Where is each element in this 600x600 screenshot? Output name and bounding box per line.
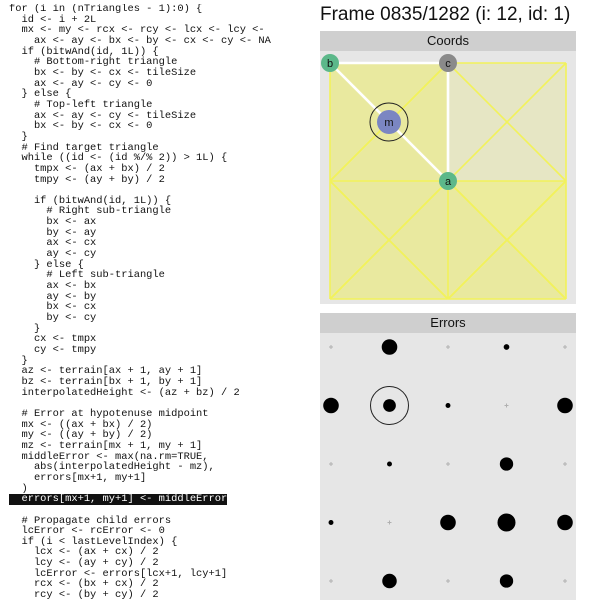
code-line-text: cx <- tmpx — [9, 333, 97, 346]
code-line-text: bx <- by <- cx <- tileSize — [9, 66, 197, 79]
error-dot — [383, 399, 396, 412]
code-line-text: abs(interpolatedHeight - mz), — [9, 461, 215, 474]
error-tick — [505, 404, 509, 408]
code-listing — [9, 4, 314, 600]
code-line-text: } — [9, 354, 28, 367]
code-line-text: # Top-left triangle — [9, 98, 153, 111]
code-line-text: } — [9, 322, 41, 335]
code-line-text: ax <- ay <- bx <- by <- cx <- cy <- NA — [9, 34, 271, 47]
error-tick — [446, 345, 450, 349]
code-line-text: id <- i + 2L — [9, 13, 97, 26]
error-tick — [446, 462, 450, 466]
code-line — [9, 313, 314, 324]
code-line-text: rcx <- (bx + cx) / 2 — [9, 578, 159, 591]
frame-title: Frame 0835/1282 (i: 12, id: 1) — [320, 4, 571, 25]
error-tick — [329, 462, 333, 466]
coords-plot — [320, 51, 576, 304]
error-dot — [500, 457, 513, 470]
error-dot — [440, 515, 456, 531]
error-dot — [382, 574, 397, 589]
point-label-a: a — [444, 176, 452, 188]
coords-panel-title: Coords — [320, 31, 576, 51]
error-tick — [329, 579, 333, 583]
code-line-text: # Propagate child errors — [9, 514, 172, 527]
error-tick — [563, 579, 567, 583]
errors-panel — [320, 313, 576, 600]
code-line-text: while ((id <- (id %/% 2)) > 1L) { — [9, 152, 228, 165]
code-line-text: if (bitwAnd(id, 1L)) { — [9, 45, 159, 58]
code-line-text: mx <- ((ax + bx) / 2) — [9, 418, 153, 431]
code-line — [9, 175, 314, 186]
code-line — [9, 121, 314, 132]
error-tick — [388, 521, 392, 525]
code-line-text: # Right sub-triangle — [9, 205, 172, 218]
code-line — [9, 388, 314, 399]
code-line-text: bz <- terrain[bx + 1, by + 1] — [9, 375, 203, 388]
code-line-text: mz <- terrain[mx + 1, my + 1] — [9, 439, 203, 452]
code-line-highlighted: errors[mx+1, my+1] <- middleError — [9, 493, 228, 506]
error-dot — [446, 403, 451, 408]
code-line-text: for (i in (nTriangles - 1):0) { — [9, 4, 203, 15]
code-line-text: # Find target triangle — [9, 141, 159, 154]
error-dot — [323, 398, 339, 414]
code-line-text: lcy <- (ay + cy) / 2 — [9, 557, 159, 570]
code-line-text: ax <- bx — [9, 280, 97, 293]
code-line-text: mx <- my <- rcx <- rcy <- lcx <- lcy <- — [9, 24, 265, 37]
code-line-text: bx <- ax — [9, 216, 97, 229]
code-line-text: } else { — [9, 88, 72, 101]
code-line-text: ax <- cx — [9, 237, 97, 250]
error-tick — [329, 345, 333, 349]
code-line-text: by <- cy — [9, 312, 97, 325]
code-line — [9, 473, 314, 484]
code-line-text: errors[mx+1, my+1] — [9, 471, 147, 484]
errors-plot — [320, 333, 576, 600]
error-dot — [387, 462, 392, 467]
code-line-text: ax <- ay <- cy <- tileSize — [9, 109, 197, 122]
error-dot — [498, 514, 516, 532]
point-label-m: m — [384, 117, 394, 129]
code-line-text: if (i < lastLevelIndex) { — [9, 535, 178, 548]
code-line-text: lcError <- rcError <- 0 — [9, 525, 165, 538]
code-line-text: lcError <- errors[lcx+1, lcy+1] — [9, 567, 228, 580]
errors-panel-title: Errors — [320, 313, 576, 333]
code-line-text: bx <- cx — [9, 301, 97, 314]
code-line-text: if (bitwAnd(id, 1L)) { — [9, 194, 172, 207]
code-line-text: # Bottom-right triangle — [9, 56, 178, 69]
error-tick — [563, 345, 567, 349]
code-line-text: az <- terrain[ax + 1, ay + 1] — [9, 365, 203, 378]
coords-panel — [320, 31, 576, 304]
code-line-text: } — [9, 130, 28, 143]
code-line-text: cy <- tmpy — [9, 344, 97, 356]
code-line-text: # Left sub-triangle — [9, 269, 165, 282]
code-line-text: lcx <- (ax + cx) / 2 — [9, 546, 159, 559]
code-line-text: middleError <- max(na.rm=TRUE, — [9, 450, 209, 463]
error-dot — [557, 398, 573, 414]
error-dot — [329, 520, 334, 525]
error-dot — [504, 344, 510, 350]
code-line-text: tmpy <- (ay + by) / 2 — [9, 173, 165, 186]
code-line — [9, 494, 314, 505]
point-label-b: b — [326, 58, 334, 70]
code-line-text: # Error at hypotenuse midpoint — [9, 407, 209, 420]
error-dot — [557, 515, 573, 531]
code-line-text: } else { — [9, 258, 84, 271]
code-line-text: ) — [9, 482, 28, 495]
code-line-text: bx <- by <- cx <- 0 — [9, 120, 153, 133]
code-line-text: rcy <- (by + cy) / 2 — [9, 589, 159, 600]
code-line — [9, 345, 314, 356]
error-dot — [382, 339, 398, 355]
error-tick — [446, 579, 450, 583]
error-tick — [563, 462, 567, 466]
error-dot — [500, 574, 513, 587]
code-line-text: my <- ((ay + by) / 2) — [9, 429, 153, 442]
code-line-text: tmpx <- (ax + bx) / 2 — [9, 162, 165, 175]
code-line-text: by <- ay — [9, 226, 97, 239]
code-line-text: ay <- by — [9, 290, 97, 303]
code-line — [9, 590, 314, 600]
code-line-text: interpolatedHeight <- (az + bz) / 2 — [9, 386, 240, 399]
point-label-c: c — [445, 58, 451, 70]
code-line-text: ax <- ay <- cy <- 0 — [9, 77, 153, 90]
code-line-text: ay <- cy — [9, 248, 97, 261]
